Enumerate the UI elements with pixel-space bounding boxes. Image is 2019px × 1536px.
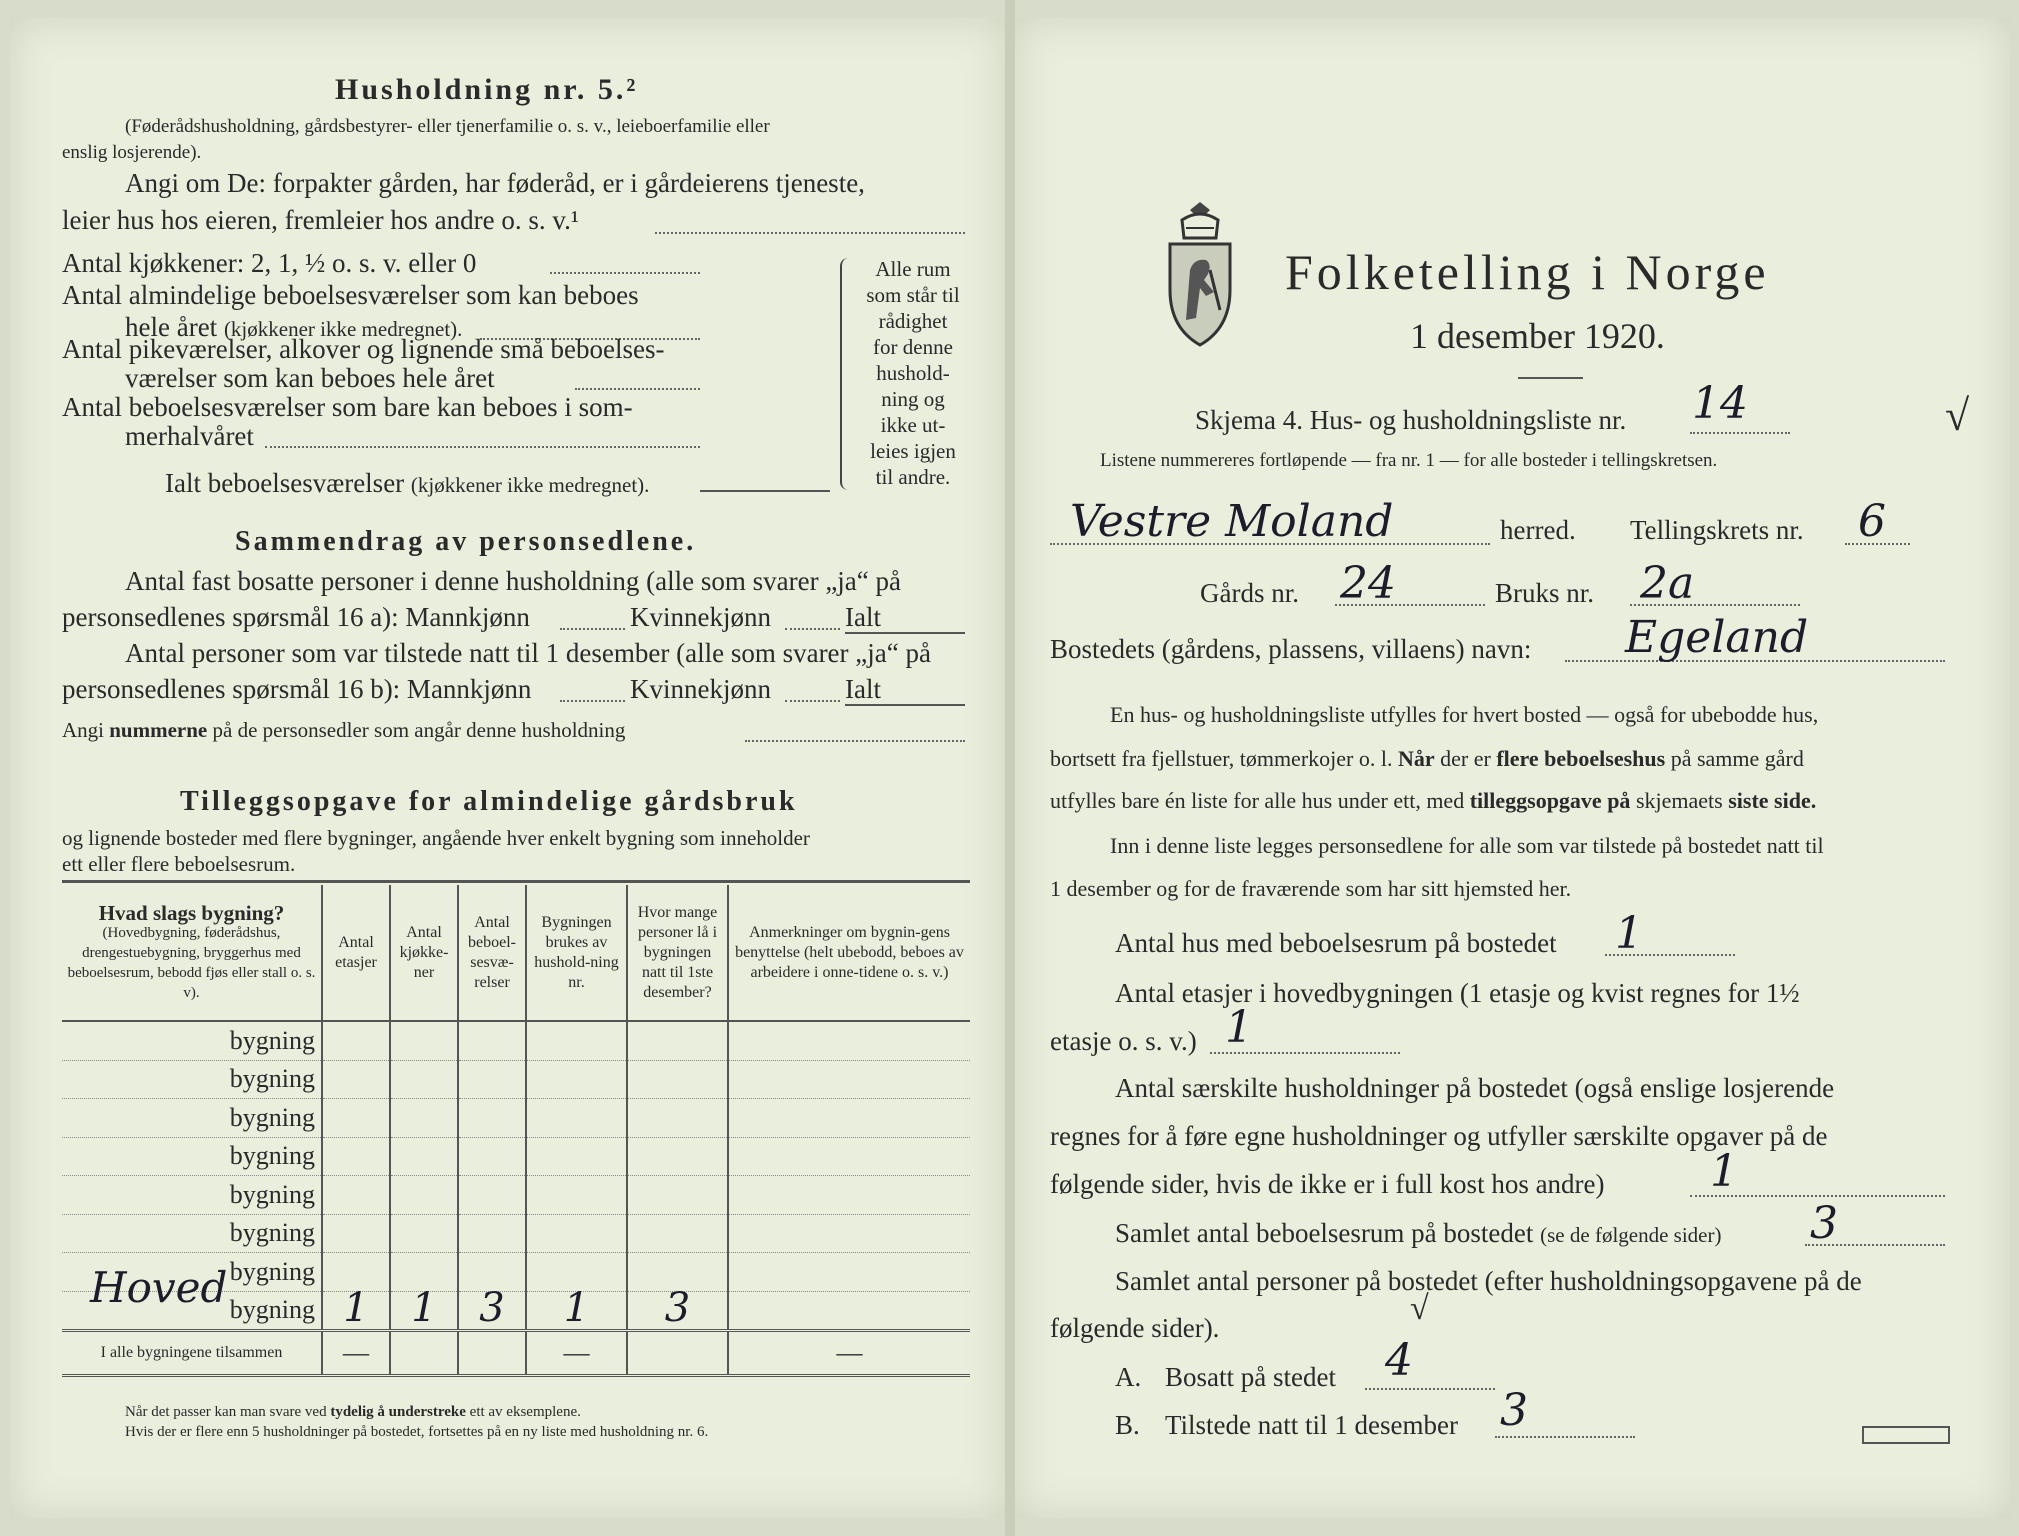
herred-label: herred.: [1500, 515, 1576, 545]
total-rooms-bosted-value: 3: [1810, 1198, 1838, 1249]
summary-female-dotline: [785, 628, 840, 630]
col-persons: Hvor mange personer lå i bygningen natt til 1ste desember?: [627, 885, 728, 1021]
numbers-dotline: [745, 740, 965, 742]
brace: [840, 258, 856, 490]
bosted-value: Egeland: [1625, 612, 1809, 663]
ordinary-rooms-line-1: Antal almindelige beboelsesværelser som kan beboes: [62, 280, 639, 310]
total-floors: —: [322, 1331, 390, 1376]
herred-dotline: [1050, 543, 1490, 545]
hoved-rooms: 3: [479, 1284, 505, 1331]
angi-line-1: Angi om De: forpakter gården, har føderåd, er i gårdeierens tjeneste,: [125, 168, 865, 198]
b-value: 3: [1500, 1385, 1528, 1436]
table-row: [62, 1099, 970, 1138]
household-subtitle-2: enslig losjerende).: [62, 142, 202, 163]
schema-dotline: [1690, 432, 1790, 434]
row-label: bygning: [62, 1099, 322, 1138]
hoved-kitchens: 1: [411, 1284, 437, 1331]
summary-line-1: Antal fast bosatte personer i denne husholdning (alle som svarer „ja“ på: [125, 566, 901, 596]
instr-2-line-2: 1 desember og for de fraværende som har sitt hjemsted her.: [1050, 876, 1572, 901]
table-row: [62, 1137, 970, 1176]
summary-present-female-label: Kvinnekjønn: [630, 674, 771, 704]
houses-value: 1: [1615, 908, 1643, 959]
row-label: bygning: [62, 1176, 322, 1215]
title-rule: [1518, 377, 1583, 379]
floors-line-2: etasje o. s. v.): [1050, 1026, 1197, 1056]
b-dotline: [1495, 1436, 1635, 1438]
summary-line-4: personsedlenes spørsmål 16 b): Mannkjønn: [62, 674, 532, 704]
row-label: bygning: [229, 1295, 315, 1325]
households-value: 1: [1710, 1146, 1738, 1197]
table-top-rule: [62, 880, 970, 883]
households-line-1: Antal særskilte husholdninger på bostedet (også enslige losjerende: [1115, 1073, 1835, 1103]
total-persons-line-1: Samlet antal personer på bostedet (efter husholdningsopgavene på de: [1115, 1266, 1862, 1296]
supplement-line-1: og lignende bosteder med flere bygninger, angående hver enkelt bygning som inneholder: [62, 826, 810, 850]
summary-present-female-dotline: [785, 700, 840, 702]
printer-stamp: [1862, 1426, 1950, 1444]
total-rooms-label: Ialt beboelsesværelser (kjøkkener ikke medregnet).: [165, 468, 650, 498]
instr-1-line-2: bortsett fra fjellstuer, tømmerkojer o. l. Når der er flere beboelseshus på samme gård: [1050, 746, 1804, 771]
maid-rooms-line-2: værelser som kan beboes hele året: [125, 363, 495, 393]
table-row-hoved: [62, 1291, 970, 1331]
census-date: 1 desember 1920.: [1410, 316, 1665, 356]
gards-value: 24: [1340, 558, 1396, 609]
a-label: A.: [1115, 1362, 1142, 1392]
col-remarks: Anmerkninger om bygnin-gens benyttelse (helt ubebodd, beboes av arbeidere i onne-tidene o. s. v.): [728, 885, 970, 1021]
row-label: bygning: [62, 1253, 322, 1292]
row-label: bygning: [62, 1214, 322, 1253]
krets-value: 6: [1858, 496, 1886, 547]
summary-female-label: Kvinnekjønn: [630, 602, 771, 632]
table-row: [62, 1214, 970, 1253]
kitchens-dotline: [550, 272, 700, 274]
summary-present-total-line: [845, 704, 965, 706]
page-fold: [1005, 0, 1015, 1536]
hoved-handwriting: Hoved: [90, 1262, 228, 1312]
row-label: bygning: [62, 1137, 322, 1176]
table-row: [62, 1060, 970, 1099]
checkmark-icon: √: [1945, 391, 1970, 440]
summary-male-dotline: [560, 628, 625, 630]
supplement-line-2: ett eller flere beboelsesrum.: [62, 852, 296, 876]
kitchens-label: Antal kjøkkener: 2, 1, ½ o. s. v. eller 0: [62, 248, 477, 278]
table-row: [62, 1021, 970, 1060]
household-subtitle-1: (Føderådshusholdning, gårdsbestyrer- eller tjenerfamilie o. s. v., leieboerfamilie eller: [125, 116, 770, 137]
b-label: B.: [1115, 1410, 1140, 1440]
hoved-persons: 3: [664, 1284, 691, 1331]
angi-line-2: leier hus hos eieren, fremleier hos andre o. s. v.¹: [62, 205, 579, 235]
numbering-note: Listene nummereres fortløpende — fra nr. 1 — for alle bosteder i tellingskretsen.: [1100, 450, 1718, 471]
b-text: Tilstede natt til 1 desember: [1165, 1410, 1458, 1440]
bruks-label: Bruks nr.: [1495, 578, 1595, 608]
gards-label: Gårds nr.: [1200, 578, 1299, 608]
numbers-line: Angi nummerne på de personsedler som angår denne husholdning: [62, 718, 626, 742]
table-total-row: [62, 1331, 970, 1376]
summary-total-label: Ialt: [845, 602, 881, 632]
footnote-1: Når det passer kan man svare ved tydelig å understreke ett av eksemplene.: [125, 1404, 581, 1420]
hoved-floors: 1: [343, 1284, 369, 1331]
houses-label: Antal hus med beboelsesrum på bostedet: [1115, 928, 1557, 958]
a-dotline: [1365, 1388, 1495, 1390]
household-title: Husholdning nr. 5.²: [335, 73, 639, 106]
checkmark-icon: √: [1410, 1290, 1429, 1327]
households-line-2: regnes for å føre egne husholdninger og utfyller særskilte opgaver på de: [1050, 1121, 1828, 1151]
summary-present-male-dotline: [560, 700, 625, 702]
brace-note: Alle rum som står til rådighet for denne hushold- ning og ikke ut- leies igjen til andre.: [866, 257, 960, 489]
footnote-2: Hvis der er flere enn 5 husholdninger på bostedet, fortsettes på en ny liste med husholdning nr. 6.: [125, 1424, 709, 1440]
hoved-household: 1: [563, 1284, 590, 1331]
summary-total-line: [845, 632, 965, 634]
buildings-table: [62, 885, 970, 1377]
col-building-type: Hvad slags bygning? (Hovedbygning, føderådshus, drengestuebygning, bryggerhus med beboelsesrum, bebodd fjøs eller stall o. s. v).: [62, 885, 322, 1021]
herred-value: Vestre Moland: [1070, 496, 1394, 547]
summer-rooms-line-2: merhalvåret: [125, 421, 254, 451]
total-persons-line-2: følgende sider).: [1050, 1313, 1220, 1343]
col-household: Bygningen brukes av hushold-ning nr.: [526, 885, 627, 1021]
total-label: I alle bygningene tilsammen: [62, 1331, 322, 1376]
summary-present-total-label: Ialt: [845, 674, 881, 704]
supplement-title: Tilleggsopgave for almindelige gårdsbruk: [180, 786, 798, 817]
row-label: bygning: [62, 1021, 322, 1060]
total-remarks: —: [728, 1331, 970, 1376]
total-household: —: [526, 1331, 627, 1376]
row-label: bygning: [62, 1060, 322, 1099]
col-kitchens: Antal kjøkke-ner: [390, 885, 458, 1021]
bruks-value: 2a: [1640, 558, 1695, 609]
maid-rooms-line-1: Antal pikeværelser, alkover og lignende små beboelses-: [62, 334, 665, 364]
angi-dotline: [655, 232, 965, 234]
total-rooms-bosted-label: Samlet antal beboelsesrum på bostedet (se de følgende sider): [1115, 1218, 1722, 1248]
total-rooms-line: [700, 490, 830, 492]
a-text: Bosatt på stedet: [1165, 1362, 1336, 1392]
maid-rooms-dotline: [575, 388, 700, 390]
instr-1-line-3: utfylles bare én liste for alle hus under ett, med tilleggsopgave på skjemaets siste side.: [1050, 788, 1817, 813]
floors-value: 1: [1225, 1002, 1253, 1053]
summary-line-2: personsedlenes spørsmål 16 a): Mannkjønn: [62, 602, 530, 632]
instr-2-line-1: Inn i denne liste legges personsedlene for alle som var tilstede på bostedet natt til: [1110, 833, 1824, 858]
table-row: [62, 1176, 970, 1215]
coat-of-arms-icon: [1160, 200, 1240, 350]
schema-number: 14: [1692, 378, 1748, 429]
a-value: 4: [1385, 1335, 1413, 1386]
households-line-3: følgende sider, hvis de ikke er i full kost hos andre): [1050, 1169, 1605, 1199]
summer-rooms-line-1: Antal beboelsesværelser som bare kan beboes i som-: [62, 392, 633, 422]
summer-rooms-dotline: [265, 446, 700, 448]
schema-label: Skjema 4. Hus- og husholdningsliste nr.: [1195, 405, 1627, 435]
ordinary-rooms-line-2: hele året (kjøkkener ikke medregnet).: [125, 312, 463, 342]
census-title: Folketelling i Norge: [1285, 244, 1770, 300]
col-floors: Antal etasjer: [322, 885, 390, 1021]
summary-title: Sammendrag av personsedlene.: [235, 526, 697, 557]
summary-line-3: Antal personer som var tilstede natt til 1 desember (alle som svarer „ja“ på: [125, 638, 931, 668]
instr-1-line-1: En hus- og husholdningsliste utfylles for hvert bosted — også for ubebodde hus,: [1110, 702, 1819, 727]
bosted-label: Bostedets (gårdens, plassens, villaens) navn:: [1050, 634, 1532, 664]
col-rooms: Antal beboel-sesvæ-relser: [458, 885, 526, 1021]
floors-line-1: Antal etasjer i hovedbygningen (1 etasje og kvist regnes for 1½: [1115, 978, 1800, 1008]
krets-label: Tellingskrets nr.: [1630, 515, 1804, 545]
